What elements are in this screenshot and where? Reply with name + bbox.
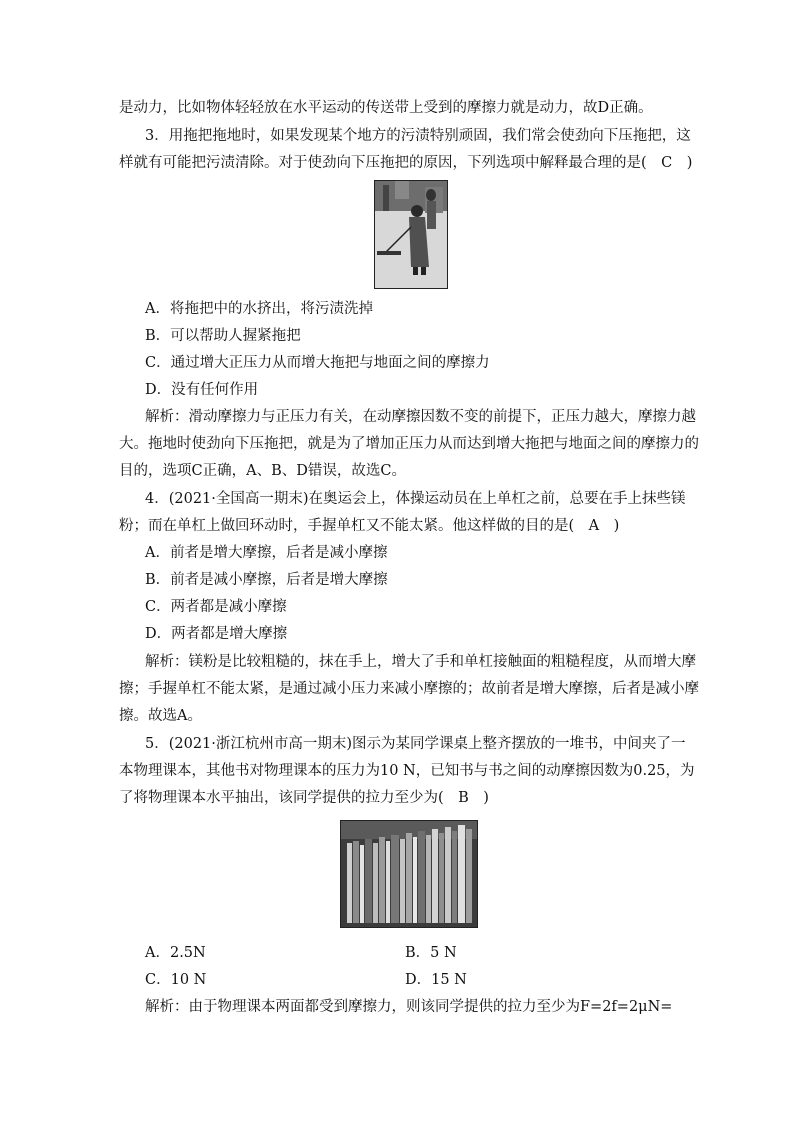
q3-option-a: A．将拖把中的水挤出，将污渍洗掉	[145, 301, 373, 317]
q3-option-d: D．没有任何作用	[145, 382, 259, 398]
q5-stem-line1: 5．(2021·浙江杭州市高一期末)图示为某同学课桌上整齐摆放的一堆书，中间夹了一	[145, 736, 686, 752]
q3-analysis-line2: 大。拖地时使劲向下压拖把，就是为了增加正压力从而达到增大拖把与地面之间的摩擦力的	[119, 436, 699, 452]
book-stack-photo	[340, 820, 478, 928]
mopping-photo	[374, 180, 448, 289]
q3-analysis-line1: 解析：滑动摩擦力与正压力有关，在动摩擦因数不变的前提下，正压力越大，摩擦力越	[145, 409, 696, 425]
q3-stem-line1: 3．用拖把拖地时，如果发现某个地方的污渍特别顽固，我们常会使劲向下压拖把，这	[145, 128, 691, 144]
q5-option-a: A．2.5N	[145, 945, 206, 961]
q4-stem-line2: 粉；而在单杠上做回环动时，手握单杠又不能太紧。他这样做的目的是( A )	[119, 518, 620, 534]
q4-option-a: A．前者是增大摩擦，后者是减小摩擦	[145, 545, 388, 561]
q3-analysis-line3: 目的，选项C正确，A、B、D错误，故选C。	[119, 463, 406, 479]
q5-option-b: B．5 N	[405, 945, 457, 961]
q4-analysis-line1: 解析：镁粉是比较粗糙的，抹在手上，增大了手和单杠接触面的粗糙程度，从而增大摩	[145, 654, 696, 670]
q5-option-d: D．15 N	[405, 972, 467, 988]
q5-analysis-line1: 解析：由于物理课本两面都受到摩擦力，则该同学提供的拉力至少为F=2f=2μN=	[145, 999, 673, 1015]
q4-option-b: B．前者是减小摩擦，后者是增大摩擦	[145, 572, 388, 588]
q3-stem-line2: 样就有可能把污渍清除。对于使劲向下压拖把的原因，下列选项中解释最合理的是( C )	[119, 155, 693, 171]
q4-option-d: D．两者都是增大摩擦	[145, 626, 288, 642]
q4-option-c: C．两者都是减小摩擦	[145, 599, 287, 615]
q5-stem-line2: 本物理课本，其他书对物理课本的压力为10 N，已知书与书之间的动摩擦因数为0.25，为	[119, 763, 695, 779]
intro-text: 是动力，比如物体轻轻放在水平运动的传送带上受到的摩擦力就是动力，故D正确。	[119, 100, 653, 116]
q5-option-c: C．10 N	[145, 972, 207, 988]
q4-analysis-line3: 擦。故选A。	[119, 708, 202, 724]
q4-analysis-line2: 擦；手握单杠不能太紧，是通过减小压力来减小摩擦的；故前者是增大摩擦，后者是减小摩	[119, 681, 699, 697]
q3-option-c: C．通过增大正压力从而增大拖把与地面之间的摩擦力	[145, 355, 490, 371]
q3-option-b: B．可以帮助人握紧拖把	[145, 328, 301, 344]
q5-stem-line3: 了将物理课本水平抽出，该同学提供的拉力至少为( B )	[119, 790, 489, 806]
q4-stem-line1: 4．(2021·全国高一期末)在奥运会上，体操运动员在上单杠之前，总要在手上抹些镁	[145, 491, 686, 507]
